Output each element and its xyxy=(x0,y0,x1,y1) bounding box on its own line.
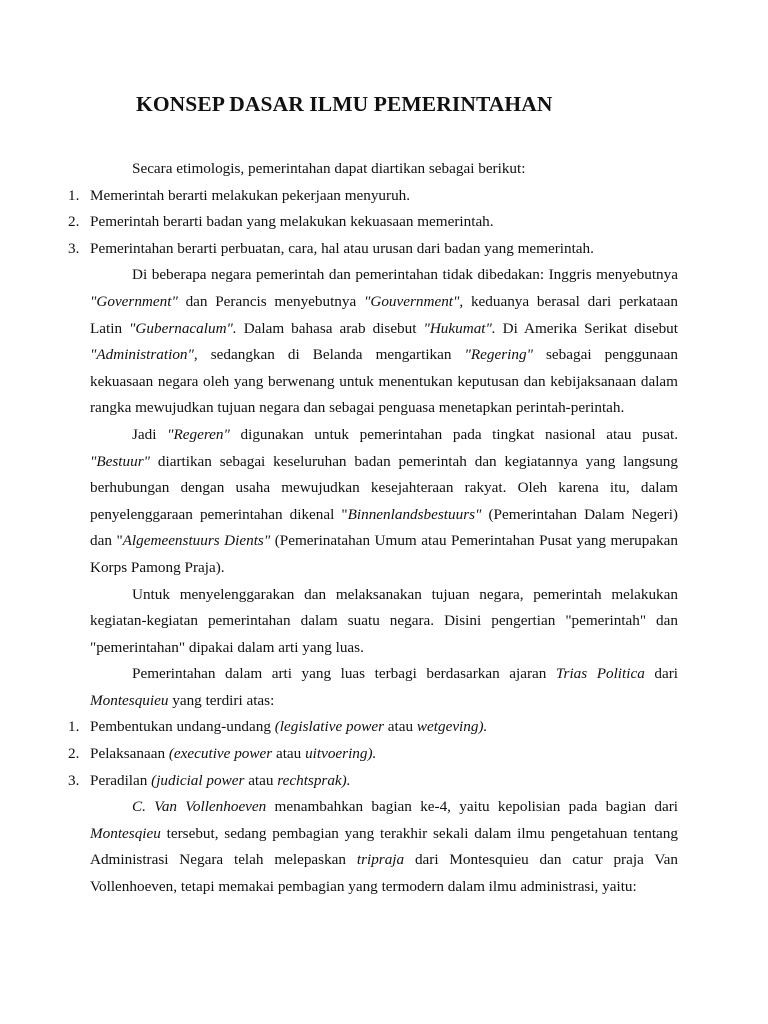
text-span: dan Perancis menyebutnya xyxy=(177,292,364,310)
term-algemeenstuurs: Algemeenstuurs Dients" xyxy=(122,532,271,550)
term-government: "Government" xyxy=(90,292,178,310)
text-span: Pembentukan undang-undang xyxy=(90,718,275,736)
paragraph-vollenhoeven xyxy=(90,794,678,900)
list-number: 3. xyxy=(68,239,80,257)
text-span: dari xyxy=(644,665,678,683)
term-administration: "Administration", xyxy=(90,346,198,364)
term-van-vollenhoeven: C. Van Vollenhoeven xyxy=(132,798,267,816)
document-title: KONSEP DASAR ILMU PEMERINTAHAN xyxy=(136,92,553,116)
text-span: Pelaksanaan xyxy=(90,745,169,763)
term-regeren: "Regeren" xyxy=(167,425,230,443)
list-number: 3. xyxy=(68,771,80,789)
list-number: 1. xyxy=(68,718,80,736)
text-span: menambahkan bagian ke-4, yaitu kepolisian pada bagian dari xyxy=(266,798,678,816)
text-span: (Pemerinatahan Umum atau Pemerintahan Pusat yang merupakan Korps Pamong Praja). xyxy=(90,532,679,576)
paragraph-regeren xyxy=(90,422,678,582)
paragraph-terms xyxy=(90,262,678,422)
text-span: atau xyxy=(244,771,278,789)
text-span: (Pemerintahan Dalam Negeri) dan " xyxy=(90,505,678,550)
text-span: Peradilan xyxy=(90,771,152,789)
term-italic: (legislative power xyxy=(274,718,384,736)
text-span: Pemerintahan dalam arti yang luas terbagi berdasarkan ajaran xyxy=(132,665,556,683)
text-span: Jadi xyxy=(132,425,168,443)
term-hukumat: "Hukumat". xyxy=(423,319,496,337)
list-number: 1. xyxy=(68,186,80,204)
text-span: sebagai penggunaan kekuasaan negara oleh yang berwenang untuk menentukan keputusan dan kebijaksanaan dalam rangka mewujudkan tujuan negara dan sebagai penguasa menetapkan perintah-perintah. xyxy=(90,346,678,417)
text-span: atau xyxy=(272,745,306,763)
term-montesqieu: Montesqieu xyxy=(90,824,161,842)
text-span: diartikan sebagai keseluruhan badan pemerintah dan kegiatannya yang langsung berhubungan dengan usaha mewujudkan kesejahteraan rakyat. Oleh karena itu, dalam penyelenggaraan pemerintahan dikenal " xyxy=(90,452,678,523)
trias-list xyxy=(68,714,678,794)
list-item xyxy=(68,183,678,210)
text-span: tersebut, sedang pembagian yang terakhir sekali dalam ilmu pengetahuan tentang Administrasi Negara telah melepaskan xyxy=(90,824,678,869)
text-span: Dalam bahasa arab disebut xyxy=(236,319,424,337)
text-span: sedangkan di Belanda mengartikan xyxy=(197,346,465,364)
term-bestuur: "Bestuur" xyxy=(90,452,151,470)
paragraph-trias-politica xyxy=(90,661,678,714)
list-text: Memerintah berarti melakukan pekerjaan menyuruh. xyxy=(90,186,411,204)
term-italic: uitvoering). xyxy=(305,745,377,763)
paragraph-tujuan: Untuk menyelenggarakan dan melaksanakan tujuan negara, pemerintah melakukan kegiatan-kegiatan pemerintahan dalam suatu negara. Disini pengertian "pemerintah" dan "pemerintahan" dipakai dalam arti yang luas. xyxy=(90,585,678,656)
term-italic: (judicial power xyxy=(151,771,245,789)
text-span: Di Amerika Serikat disebut xyxy=(495,319,678,337)
term-gubernacalum: "Gubernacalum". xyxy=(129,319,237,337)
term-italic: rechtsprak). xyxy=(277,771,351,789)
list-item xyxy=(68,768,678,795)
etymology-list xyxy=(68,183,678,263)
list-item xyxy=(68,714,678,741)
list-number: 2. xyxy=(68,213,80,231)
term-binnenlandsbestuurs: Binnenlandsbestuurs" xyxy=(347,505,482,523)
term-trias-politica: Trias Politica xyxy=(555,665,645,683)
term-tripraja: tripraja xyxy=(356,851,405,869)
intro-paragraph: Secara etimologis, pemerintahan dapat diartikan sebagai berikut: xyxy=(132,160,526,177)
list-text: Pemerintah berarti badan yang melakukan kekuasaan memerintah. xyxy=(90,213,494,231)
list-item xyxy=(68,209,678,236)
text-span: yang terdiri atas: xyxy=(168,691,275,709)
list-number: 2. xyxy=(68,745,80,763)
text-span: dari Montesquieu dan catur praja Van Vollenhoeven, tetapi memakai pembagian yang termodern dalam ilmu administrasi, yaitu: xyxy=(90,851,678,896)
text-span: keduanya berasal dari perkataan Latin xyxy=(90,292,678,337)
list-text: Pemerintahan berarti perbuatan, cara, hal atau urusan dari badan yang memerintah. xyxy=(90,239,594,257)
term-montesquieu: Montesquieu xyxy=(90,691,169,709)
term-gouvernment: "Gouvernment", xyxy=(363,292,464,310)
term-italic: (executive power xyxy=(168,745,273,763)
text-span: digunakan untuk pemerintahan pada tingkat nasional atau pusat. xyxy=(229,425,678,443)
document-body xyxy=(68,156,679,901)
term-italic: wetgeving). xyxy=(416,718,488,736)
list-item xyxy=(68,741,678,768)
term-regering: "Regering" xyxy=(464,346,533,364)
text-span: atau xyxy=(384,718,417,736)
text-span: Di beberapa negara pemerintah dan pemerintahan tidak dibedakan: Inggris menyebutnya xyxy=(132,266,678,284)
list-item xyxy=(68,236,678,263)
